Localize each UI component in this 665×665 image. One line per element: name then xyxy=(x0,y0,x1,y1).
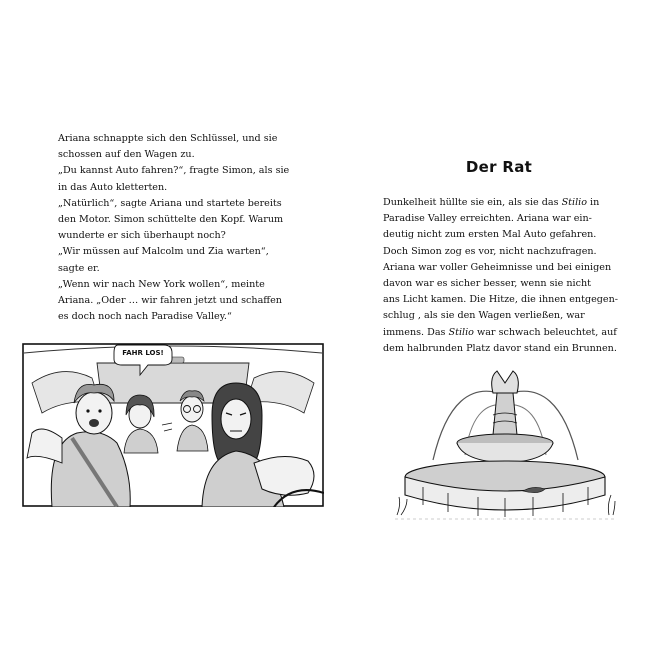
text-segment: immens. Das xyxy=(383,326,449,338)
text-line: Ariana. „Oder … wir fahren jetzt und schaffen xyxy=(58,295,282,307)
right-page xyxy=(333,0,665,665)
chapter-title: Der Rat xyxy=(465,158,533,176)
text-line: „Natürlich“, sagte Ariana und startete bereits xyxy=(58,197,282,209)
text-line: Ariana war voller Geheimnisse und bei einigen xyxy=(383,261,612,273)
italic-segment: Stilio xyxy=(561,197,587,208)
speech-bubble-text: FAHR LOS! xyxy=(122,349,164,357)
text-line: „Du kannst Auto fahren?“, fragte Simon, als sie xyxy=(58,165,290,177)
text-line: schlug , als sie den Wagen verließen, war xyxy=(383,310,585,322)
text-line xyxy=(383,195,618,211)
text-line: „Wir müssen auf Malcolm und Zia warten“, xyxy=(58,246,269,258)
text-line xyxy=(383,325,618,341)
text-line: Ariana schnappte sich den Schlüssel, und sie xyxy=(58,133,278,144)
text-line: den Motor. Simon schüttelte den Kopf. Warum xyxy=(58,214,284,226)
text-segment: in xyxy=(587,197,600,208)
text-line: deutig nicht zum ersten Mal Auto gefahren. xyxy=(383,229,597,241)
text-segment: Dunkelheit hüllte sie ein, als sie das xyxy=(383,197,562,208)
right-page-text xyxy=(383,195,618,357)
left-page xyxy=(0,0,332,665)
text-line: schossen auf den Wagen zu. xyxy=(58,149,195,161)
fountain-illustration xyxy=(393,365,618,530)
left-page-text xyxy=(58,131,289,325)
text-line: „Wenn wir nach New York wollen“, meinte xyxy=(58,278,265,290)
text-line: Paradise Valley erreichten. Ariana war ein- xyxy=(383,213,592,225)
italic-segment: Stilio xyxy=(448,326,474,338)
text-line: es doch noch nach Paradise Valley.“ xyxy=(58,311,232,323)
text-line: dem halbrunden Platz davor stand ein Brunnen. xyxy=(383,342,617,354)
text-line: in das Auto kletterten. xyxy=(58,181,168,193)
text-line: davon war es sicher besser, wenn sie nicht xyxy=(383,278,592,290)
text-line: wunderte er sich überhaupt noch? xyxy=(58,230,226,242)
text-line: sagte er. xyxy=(58,262,100,274)
text-line: Doch Simon zog es vor, nicht nachzufragen. xyxy=(383,245,597,257)
text-segment: war schwach beleuchtet, auf xyxy=(473,326,617,338)
car-illustration xyxy=(22,343,324,507)
text-line: ans Licht kamen. Die Hitze, die ihnen entgegen- xyxy=(383,294,619,306)
